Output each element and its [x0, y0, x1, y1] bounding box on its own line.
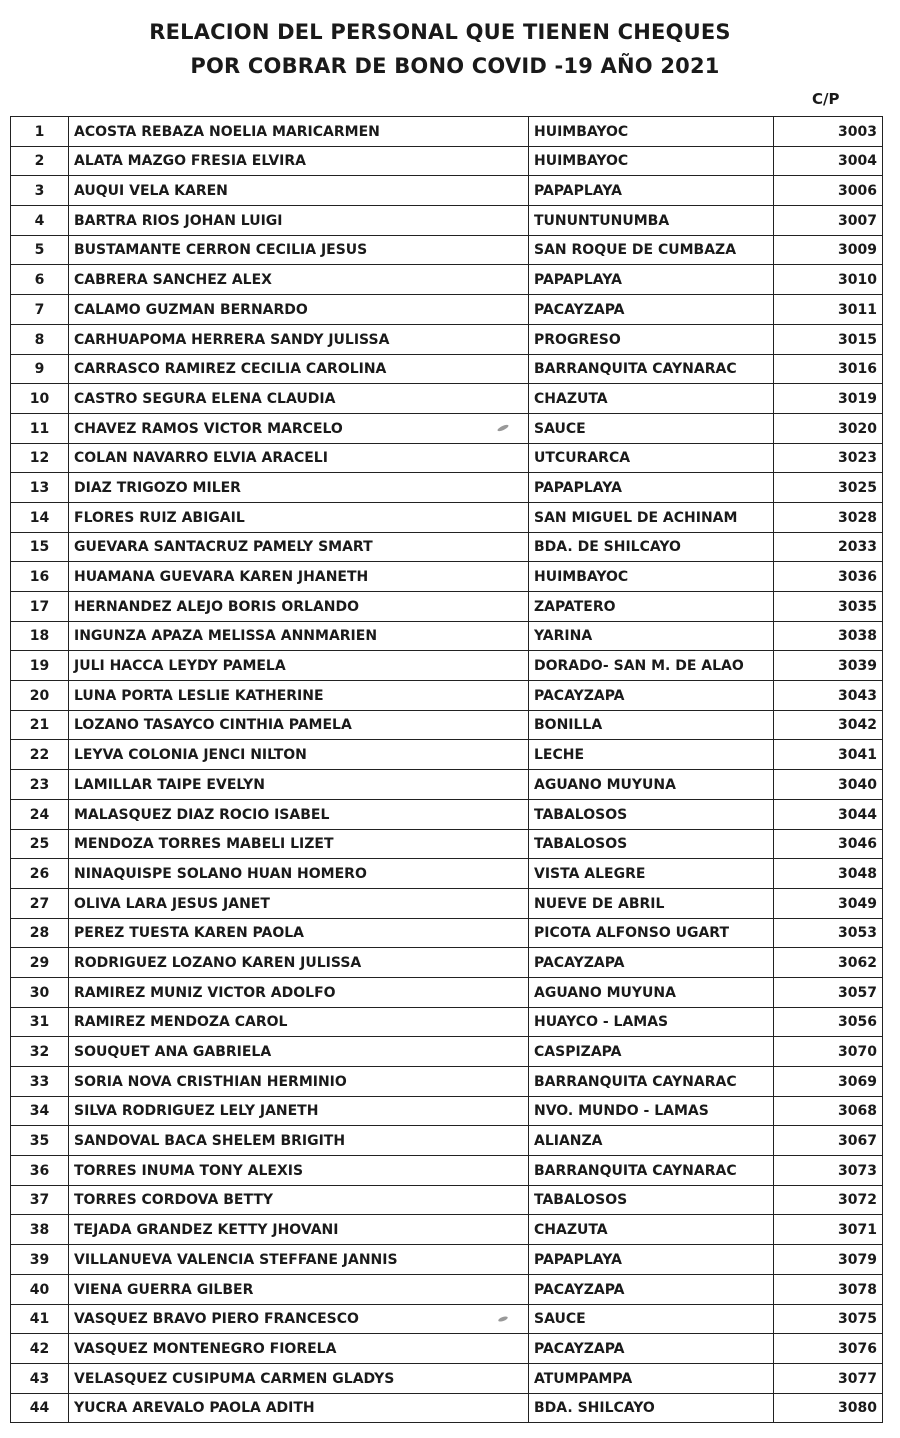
- location: BDA. SHILCAYO: [529, 1393, 774, 1423]
- cp-code: 3025: [774, 473, 883, 503]
- cp-code: 3010: [774, 265, 883, 295]
- location: AGUANO MUYUNA: [529, 977, 774, 1007]
- cp-code: 3023: [774, 443, 883, 473]
- row-number: 30: [11, 977, 69, 1007]
- employee-name: BUSTAMANTE CERRON CECILIA JESUS: [69, 235, 529, 265]
- employee-name: ACOSTA REBAZA NOELIA MARICARMEN: [69, 117, 529, 147]
- employee-name: YUCRA AREVALO PAOLA ADITH: [69, 1393, 529, 1423]
- table-row: [11, 265, 883, 295]
- employee-name: CARHUAPOMA HERRERA SANDY JULISSA: [69, 324, 529, 354]
- table-row: [11, 1304, 883, 1334]
- employee-name: INGUNZA APAZA MELISSA ANNMARIEN: [69, 621, 529, 651]
- row-number: 33: [11, 1067, 69, 1097]
- location: PAPAPLAYA: [529, 265, 774, 295]
- employee-name: VELASQUEZ CUSIPUMA CARMEN GLADYS: [69, 1363, 529, 1393]
- cp-code: 3009: [774, 235, 883, 265]
- cp-code: 3020: [774, 413, 883, 443]
- table-row: [11, 859, 883, 889]
- location: HUIMBAYOC: [529, 146, 774, 176]
- location: TABALOSOS: [529, 1185, 774, 1215]
- employee-name: PEREZ TUESTA KAREN PAOLA: [69, 918, 529, 948]
- location: NVO. MUNDO - LAMAS: [529, 1096, 774, 1126]
- employee-name: LUNA PORTA LESLIE KATHERINE: [69, 681, 529, 711]
- cp-code: 3078: [774, 1274, 883, 1304]
- table-row: [11, 948, 883, 978]
- location: PROGRESO: [529, 324, 774, 354]
- employee-name: JULI HACCA LEYDY PAMELA: [69, 651, 529, 681]
- employee-name: HUAMANA GUEVARA KAREN JHANETH: [69, 562, 529, 592]
- location: BARRANQUITA CAYNARAC: [529, 354, 774, 384]
- row-number: 17: [11, 592, 69, 622]
- row-number: 9: [11, 354, 69, 384]
- location: LECHE: [529, 740, 774, 770]
- personnel-table: [10, 116, 883, 1423]
- employee-name: GUEVARA SANTACRUZ PAMELY SMART: [69, 532, 529, 562]
- location: PAPAPLAYA: [529, 473, 774, 503]
- cp-code: 2033: [774, 532, 883, 562]
- cp-code: 3004: [774, 146, 883, 176]
- table-row: [11, 562, 883, 592]
- cp-code: 3079: [774, 1245, 883, 1275]
- personnel-table-body: [11, 117, 883, 1423]
- employee-name: CARRASCO RAMIREZ CECILIA CAROLINA: [69, 354, 529, 384]
- table-row: [11, 443, 883, 473]
- row-number: 32: [11, 1037, 69, 1067]
- row-number: 13: [11, 473, 69, 503]
- employee-name: RAMIREZ MUNIZ VICTOR ADOLFO: [69, 977, 529, 1007]
- cp-code: 3073: [774, 1156, 883, 1186]
- table-row: [11, 1126, 883, 1156]
- row-number: 12: [11, 443, 69, 473]
- row-number: 5: [11, 235, 69, 265]
- location: TABALOSOS: [529, 829, 774, 859]
- employee-name: VILLANUEVA VALENCIA STEFFANE JANNIS: [69, 1245, 529, 1275]
- row-number: 38: [11, 1215, 69, 1245]
- cp-code: 3011: [774, 295, 883, 325]
- cp-code: 3036: [774, 562, 883, 592]
- location: HUAYCO - LAMAS: [529, 1007, 774, 1037]
- table-row: [11, 354, 883, 384]
- table-row: [11, 770, 883, 800]
- cp-code: 3048: [774, 859, 883, 889]
- employee-name: LEYVA COLONIA JENCI NILTON: [69, 740, 529, 770]
- location: ALIANZA: [529, 1126, 774, 1156]
- location: PICOTA ALFONSO UGART: [529, 918, 774, 948]
- cp-code: 3067: [774, 1126, 883, 1156]
- table-row: [11, 1393, 883, 1423]
- location: HUIMBAYOC: [529, 117, 774, 147]
- cp-code: 3038: [774, 621, 883, 651]
- cp-code: 3071: [774, 1215, 883, 1245]
- employee-name: VASQUEZ BRAVO PIERO FRANCESCO: [69, 1304, 529, 1334]
- location: PACAYZAPA: [529, 1274, 774, 1304]
- row-number: 20: [11, 681, 69, 711]
- table-row: [11, 1245, 883, 1275]
- location: AGUANO MUYUNA: [529, 770, 774, 800]
- cp-code: 3028: [774, 502, 883, 532]
- employee-name: RODRIGUEZ LOZANO KAREN JULISSA: [69, 948, 529, 978]
- row-number: 18: [11, 621, 69, 651]
- row-number: 40: [11, 1274, 69, 1304]
- location: ZAPATERO: [529, 592, 774, 622]
- location: TUNUNTUNUMBA: [529, 206, 774, 236]
- table-row: [11, 117, 883, 147]
- employee-name: RAMIREZ MENDOZA CAROL: [69, 1007, 529, 1037]
- row-number: 35: [11, 1126, 69, 1156]
- employee-name: TORRES CORDOVA BETTY: [69, 1185, 529, 1215]
- row-number: 16: [11, 562, 69, 592]
- employee-name: OLIVA LARA JESUS JANET: [69, 888, 529, 918]
- location: UTCURARCA: [529, 443, 774, 473]
- location: SAN MIGUEL DE ACHINAM: [529, 502, 774, 532]
- location: CHAZUTA: [529, 1215, 774, 1245]
- table-row: [11, 740, 883, 770]
- cp-code: 3016: [774, 354, 883, 384]
- row-number: 42: [11, 1334, 69, 1364]
- row-number: 15: [11, 532, 69, 562]
- cp-code: 3006: [774, 176, 883, 206]
- location: PACAYZAPA: [529, 948, 774, 978]
- table-row: [11, 206, 883, 236]
- employee-name: MALASQUEZ DIAZ ROCIO ISABEL: [69, 799, 529, 829]
- cp-code: 3040: [774, 770, 883, 800]
- row-number: 8: [11, 324, 69, 354]
- location: CHAZUTA: [529, 384, 774, 414]
- row-number: 6: [11, 265, 69, 295]
- table-row: [11, 918, 883, 948]
- row-number: 10: [11, 384, 69, 414]
- employee-name: SILVA RODRIGUEZ LELY JANETH: [69, 1096, 529, 1126]
- row-number: 27: [11, 888, 69, 918]
- row-number: 41: [11, 1304, 69, 1334]
- table-row: [11, 651, 883, 681]
- document-title-line-1: RELACION DEL PERSONAL QUE TIENEN CHEQUES: [149, 20, 731, 44]
- table-row: [11, 324, 883, 354]
- table-row: [11, 1156, 883, 1186]
- table-row: [11, 502, 883, 532]
- row-number: 36: [11, 1156, 69, 1186]
- row-number: 14: [11, 502, 69, 532]
- location: CASPIZAPA: [529, 1037, 774, 1067]
- location: PACAYZAPA: [529, 1334, 774, 1364]
- employee-name: VIENA GUERRA GILBER: [69, 1274, 529, 1304]
- cp-code: 3039: [774, 651, 883, 681]
- location: TABALOSOS: [529, 799, 774, 829]
- location: BARRANQUITA CAYNARAC: [529, 1156, 774, 1186]
- table-row: [11, 146, 883, 176]
- table-row: [11, 413, 883, 443]
- employee-name: CALAMO GUZMAN BERNARDO: [69, 295, 529, 325]
- employee-name: SOUQUET ANA GABRIELA: [69, 1037, 529, 1067]
- table-row: [11, 295, 883, 325]
- location: HUIMBAYOC: [529, 562, 774, 592]
- table-row: [11, 977, 883, 1007]
- location: SAUCE: [529, 413, 774, 443]
- employee-name: SANDOVAL BACA SHELEM BRIGITH: [69, 1126, 529, 1156]
- table-row: [11, 829, 883, 859]
- table-row: [11, 1067, 883, 1097]
- cp-code: 3041: [774, 740, 883, 770]
- table-row: [11, 621, 883, 651]
- employee-name: ALATA MAZGO FRESIA ELVIRA: [69, 146, 529, 176]
- table-row: [11, 799, 883, 829]
- row-number: 31: [11, 1007, 69, 1037]
- employee-name: TEJADA GRANDEZ KETTY JHOVANI: [69, 1215, 529, 1245]
- cp-code: 3072: [774, 1185, 883, 1215]
- table-row: [11, 176, 883, 206]
- cp-code: 3044: [774, 799, 883, 829]
- row-number: 3: [11, 176, 69, 206]
- cp-code: 3077: [774, 1363, 883, 1393]
- employee-name: DIAZ TRIGOZO MILER: [69, 473, 529, 503]
- cp-code: 3062: [774, 948, 883, 978]
- table-row: [11, 1334, 883, 1364]
- employee-name: TORRES INUMA TONY ALEXIS: [69, 1156, 529, 1186]
- location: NUEVE DE ABRIL: [529, 888, 774, 918]
- location: BONILLA: [529, 710, 774, 740]
- row-number: 25: [11, 829, 69, 859]
- employee-name: COLAN NAVARRO ELVIA ARACELI: [69, 443, 529, 473]
- row-number: 11: [11, 413, 69, 443]
- table-row: [11, 384, 883, 414]
- location: YARINA: [529, 621, 774, 651]
- row-number: 21: [11, 710, 69, 740]
- cp-code: 3056: [774, 1007, 883, 1037]
- cp-code: 3080: [774, 1393, 883, 1423]
- cp-code: 3069: [774, 1067, 883, 1097]
- row-number: 34: [11, 1096, 69, 1126]
- location: ATUMPAMPA: [529, 1363, 774, 1393]
- row-number: 29: [11, 948, 69, 978]
- location: PAPAPLAYA: [529, 1245, 774, 1275]
- row-number: 1: [11, 117, 69, 147]
- table-row: [11, 532, 883, 562]
- table-row: [11, 473, 883, 503]
- location: PAPAPLAYA: [529, 176, 774, 206]
- cp-code: 3003: [774, 117, 883, 147]
- table-row: [11, 710, 883, 740]
- location: SAN ROQUE DE CUMBAZA: [529, 235, 774, 265]
- cp-code: 3068: [774, 1096, 883, 1126]
- row-number: 37: [11, 1185, 69, 1215]
- cp-code: 3042: [774, 710, 883, 740]
- location: BDA. DE SHILCAYO: [529, 532, 774, 562]
- table-row: [11, 1096, 883, 1126]
- employee-name: BARTRA RIOS JOHAN LUIGI: [69, 206, 529, 236]
- employee-name: CABRERA SANCHEZ ALEX: [69, 265, 529, 295]
- table-row: [11, 1274, 883, 1304]
- location: DORADO- SAN M. DE ALAO: [529, 651, 774, 681]
- employee-name: CHAVEZ RAMOS VICTOR MARCELO: [69, 413, 529, 443]
- employee-name: LAMILLAR TAIPE EVELYN: [69, 770, 529, 800]
- cp-code: 3046: [774, 829, 883, 859]
- table-row: [11, 1185, 883, 1215]
- location: BARRANQUITA CAYNARAC: [529, 1067, 774, 1097]
- employee-name: CASTRO SEGURA ELENA CLAUDIA: [69, 384, 529, 414]
- cp-column-header: C/P: [812, 90, 840, 108]
- table-row: [11, 1363, 883, 1393]
- location: SAUCE: [529, 1304, 774, 1334]
- employee-name: SORIA NOVA CRISTHIAN HERMINIO: [69, 1067, 529, 1097]
- row-number: 44: [11, 1393, 69, 1423]
- employee-name: FLORES RUIZ ABIGAIL: [69, 502, 529, 532]
- row-number: 28: [11, 918, 69, 948]
- row-number: 26: [11, 859, 69, 889]
- location: PACAYZAPA: [529, 681, 774, 711]
- employee-name: NINAQUISPE SOLANO HUAN HOMERO: [69, 859, 529, 889]
- employee-name: MENDOZA TORRES MABELI LIZET: [69, 829, 529, 859]
- cp-code: 3053: [774, 918, 883, 948]
- cp-code: 3019: [774, 384, 883, 414]
- cp-code: 3075: [774, 1304, 883, 1334]
- row-number: 4: [11, 206, 69, 236]
- document-title-line-2: POR COBRAR DE BONO COVID -19 AÑO 2021: [190, 54, 720, 78]
- row-number: 24: [11, 799, 69, 829]
- cp-code: 3035: [774, 592, 883, 622]
- row-number: 23: [11, 770, 69, 800]
- row-number: 39: [11, 1245, 69, 1275]
- table-row: [11, 235, 883, 265]
- employee-name: AUQUI VELA KAREN: [69, 176, 529, 206]
- location: VISTA ALEGRE: [529, 859, 774, 889]
- cp-code: 3015: [774, 324, 883, 354]
- table-row: [11, 1215, 883, 1245]
- row-number: 19: [11, 651, 69, 681]
- table-row: [11, 1037, 883, 1067]
- cp-code: 3076: [774, 1334, 883, 1364]
- employee-name: LOZANO TASAYCO CINTHIA PAMELA: [69, 710, 529, 740]
- row-number: 43: [11, 1363, 69, 1393]
- row-number: 7: [11, 295, 69, 325]
- table-row: [11, 1007, 883, 1037]
- row-number: 22: [11, 740, 69, 770]
- employee-name: HERNANDEZ ALEJO BORIS ORLANDO: [69, 592, 529, 622]
- cp-code: 3070: [774, 1037, 883, 1067]
- table-row: [11, 592, 883, 622]
- table-row: [11, 888, 883, 918]
- employee-name: VASQUEZ MONTENEGRO FIORELA: [69, 1334, 529, 1364]
- cp-code: 3049: [774, 888, 883, 918]
- cp-code: 3043: [774, 681, 883, 711]
- location: PACAYZAPA: [529, 295, 774, 325]
- row-number: 2: [11, 146, 69, 176]
- table-row: [11, 681, 883, 711]
- cp-code: 3007: [774, 206, 883, 236]
- cp-code: 3057: [774, 977, 883, 1007]
